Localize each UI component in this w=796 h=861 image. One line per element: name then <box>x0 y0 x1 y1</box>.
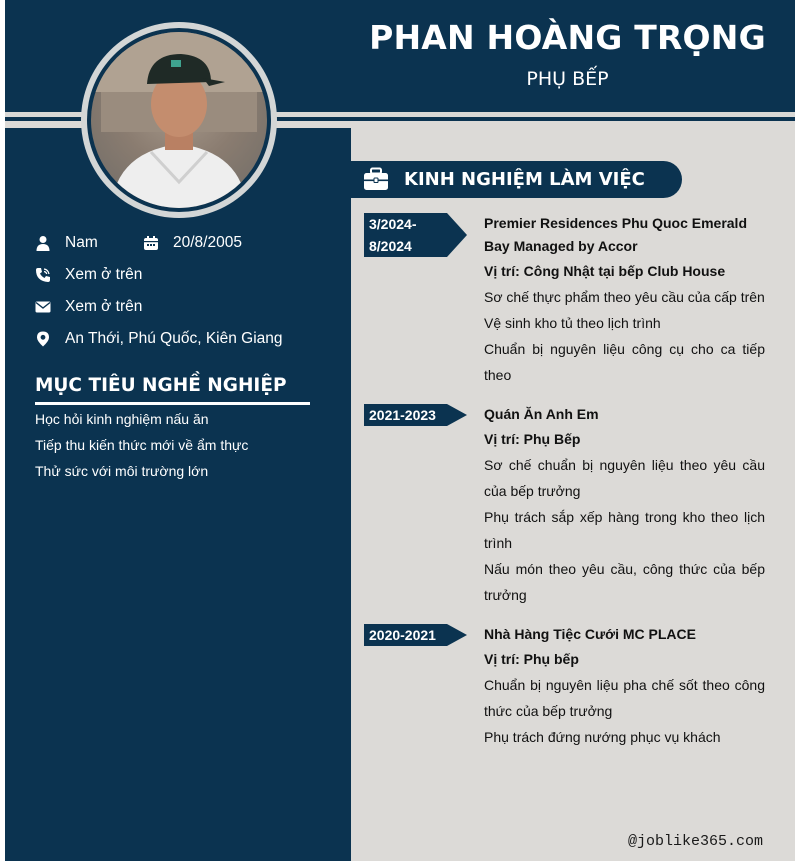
email-row <box>35 298 142 316</box>
phone-row <box>35 266 142 284</box>
objective-item: Tiếp thu kiến thức mới về ẩm thực <box>35 437 249 453</box>
sidebar <box>5 128 351 861</box>
objective-item: Học hỏi kinh nghiệm nấu ăn <box>35 411 209 427</box>
job-duty: Vệ sinh kho tủ theo lịch trình <box>484 315 661 331</box>
job-duty: Sơ chế thực phẩm theo yêu cầu của cấp trên <box>484 289 765 305</box>
job-company: Quán Ăn Anh Em <box>484 406 599 422</box>
address-value: An Thới, Phú Quốc, Kiên Giang <box>65 330 283 347</box>
avatar <box>81 22 277 218</box>
job-date-tag <box>364 213 447 257</box>
gender-row <box>35 234 98 252</box>
phone-icon <box>35 267 51 283</box>
job-date: 2021-2023 <box>369 407 436 423</box>
person-photo-icon <box>91 32 267 208</box>
email-value: Xem ở trên <box>65 298 143 315</box>
job-position: Vị trí: Công Nhật tại bếp Club House <box>484 263 726 279</box>
footer-watermark: @joblike365.com <box>628 833 764 850</box>
job-date-tag <box>364 404 447 426</box>
objective-underline <box>35 402 310 405</box>
job-date: 2020-2021 <box>369 627 436 643</box>
experience-title: KINH NGHIỆM LÀM VIỆC <box>404 169 645 190</box>
job-duty: Nấu món theo yêu cầu, công thức của bếp trưởng <box>484 561 765 603</box>
job-entry <box>484 403 765 608</box>
location-pin-icon <box>35 331 51 347</box>
job-duty: Chuẩn bị nguyên liệu pha chế sốt theo công thức của bếp trưởng <box>484 677 765 719</box>
job-entry <box>484 623 765 750</box>
candidate-name: PHAN HOÀNG TRỌNG <box>369 18 766 57</box>
job-duty: Phụ trách sắp xếp hàng trong kho theo lịch trình <box>484 509 765 551</box>
job-date-tag <box>364 624 447 646</box>
job-duty: Chuẩn bị nguyên liệu công cụ cho ca tiếp theo <box>484 341 765 383</box>
envelope-icon <box>35 299 51 315</box>
address-row <box>35 330 283 348</box>
phone-value: Xem ở trên <box>65 266 143 283</box>
job-entry <box>484 212 765 388</box>
job-position: Vị trí: Phụ bếp <box>484 651 579 667</box>
job-duty: Phụ trách đứng nướng phục vụ khách <box>484 729 721 745</box>
job-position: Vị trí: Phụ Bếp <box>484 431 581 447</box>
objective-item: Thử sức với môi trường lớn <box>35 463 209 479</box>
calendar-icon <box>143 235 159 251</box>
job-company: Nhà Hàng Tiệc Cưới MC PLACE <box>484 626 696 642</box>
candidate-role: PHỤ BẾP <box>526 68 609 90</box>
profile-photo <box>91 32 267 208</box>
cv-page <box>5 0 795 861</box>
job-date: 3/2024- 8/2024 <box>369 216 417 254</box>
job-duty: Sơ chế chuẩn bị nguyên liệu theo yêu cầu của bếp trưởng <box>484 457 765 499</box>
briefcase-icon <box>363 167 389 191</box>
person-icon <box>35 235 51 251</box>
gender-value: Nam <box>65 234 98 251</box>
birthday-value: 20/8/2005 <box>173 234 242 251</box>
birthday-row <box>143 234 242 252</box>
objective-title: MỤC TIÊU NGHỀ NGHIỆP <box>35 375 287 396</box>
job-company: Premier Residences Phu Quoc Emerald Bay Managed by Accor <box>484 215 747 254</box>
